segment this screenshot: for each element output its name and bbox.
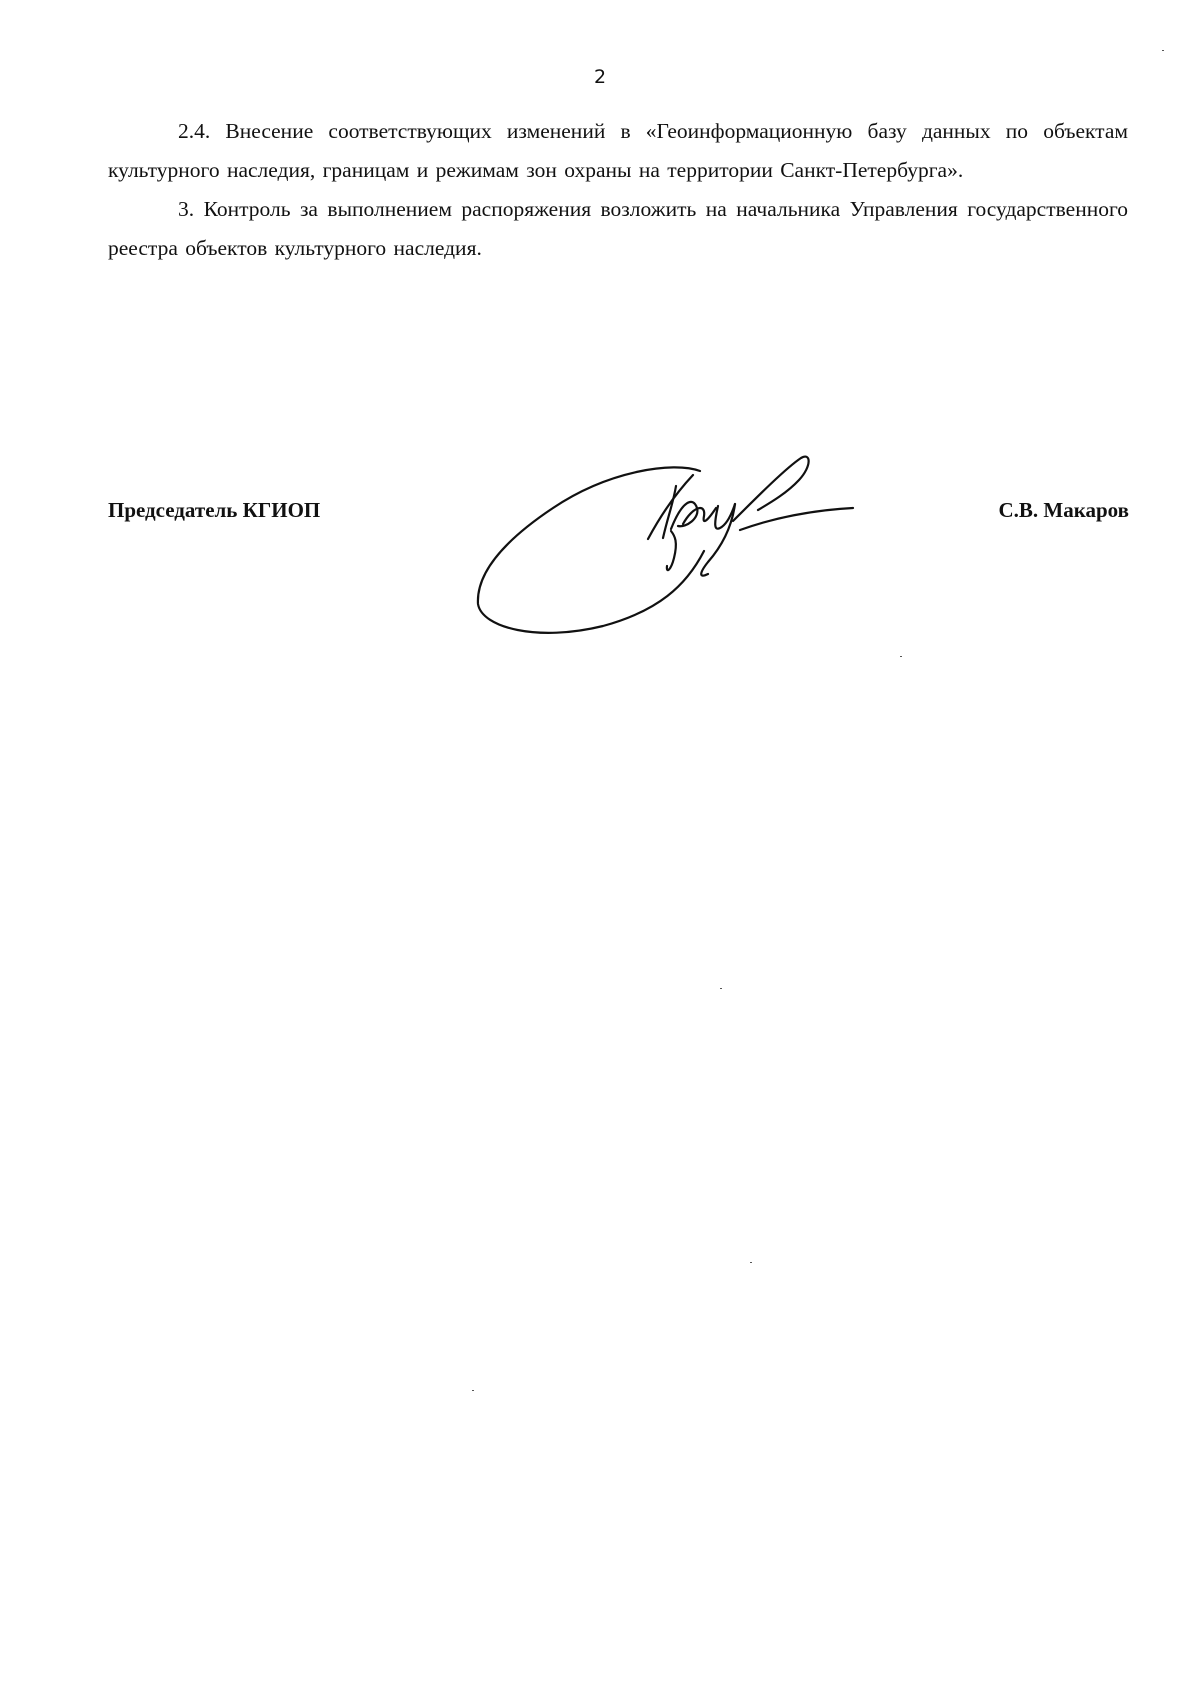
signatory-name: С.В. Макаров [998,498,1129,522]
scan-speck [720,988,722,989]
handwritten-signature [468,446,868,646]
paragraph-2-4: 2.4. Внесение соответствующих изменений в «Геоинформационную базу данных по объектам культурного наследия, границам и режимам зон охраны на территории Санкт-Петербурга». [108,119,1128,182]
scan-speck [900,656,902,657]
scan-speck [472,1390,474,1391]
paragraph-3: 3. Контроль за выполнением распоряжения возложить на начальника Управления государственного реестра объектов культурного наследия. [108,197,1128,260]
signatory-position: Председатель КГИОП [108,498,321,522]
scan-speck [750,1262,752,1263]
document-body [108,112,1128,268]
scan-speck [1162,50,1164,51]
page-number: 2 [593,66,607,88]
